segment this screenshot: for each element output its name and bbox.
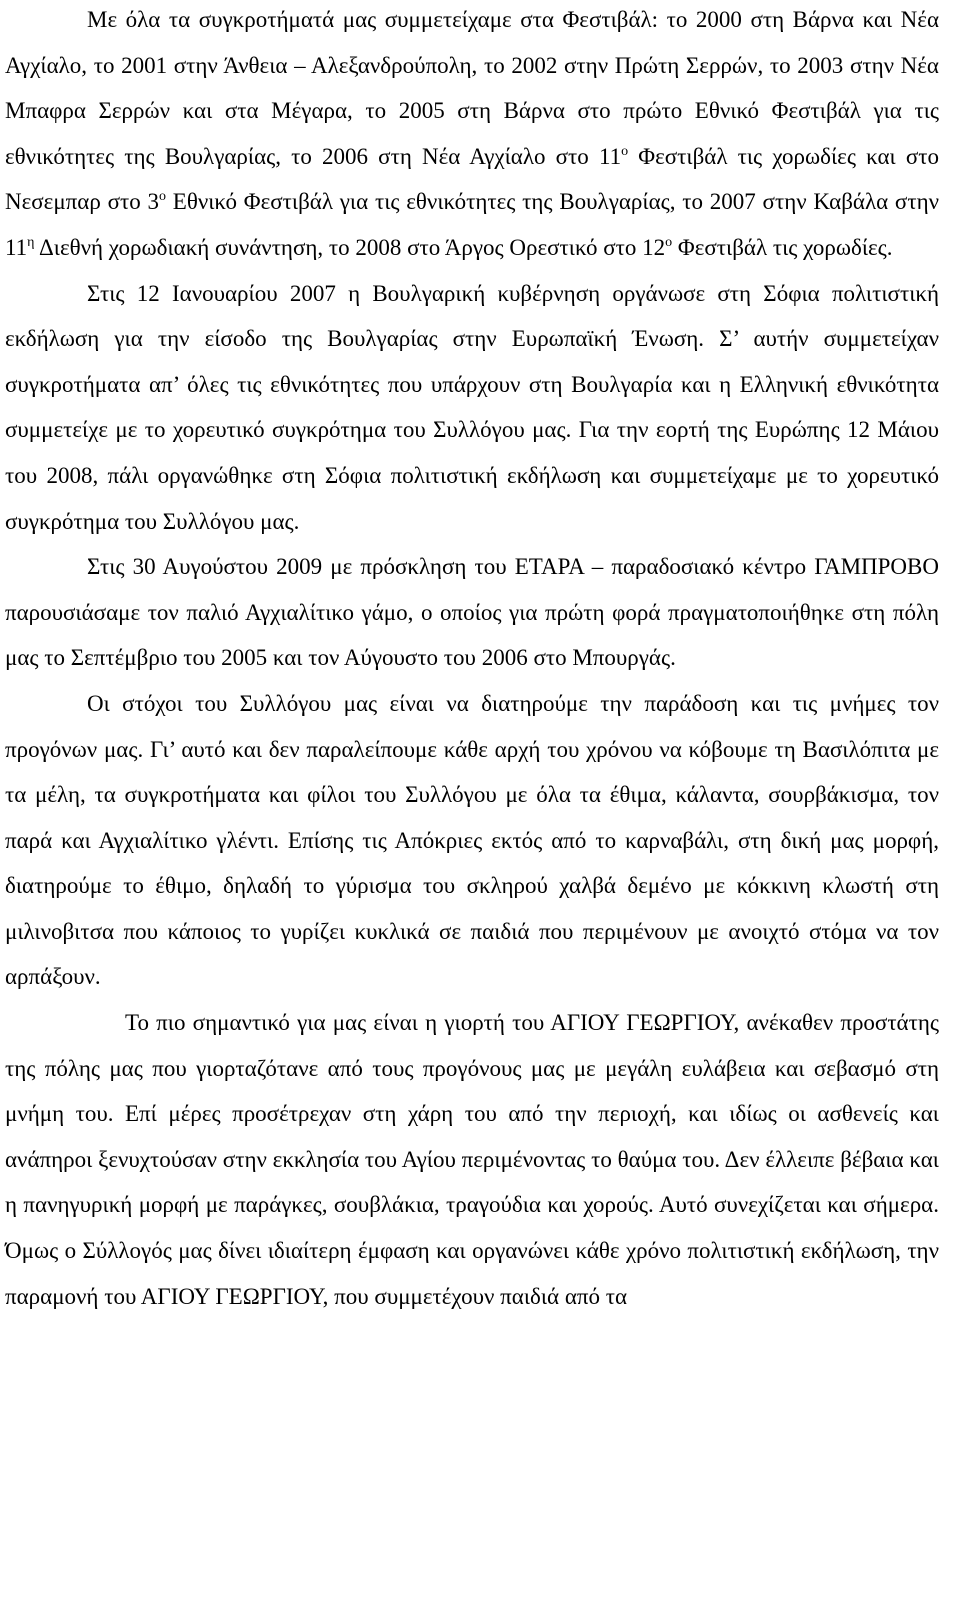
superscript-ordinal: ο	[621, 143, 629, 159]
superscript-ordinal: ο	[665, 234, 673, 250]
paragraph-text: Οι στόχοι του Συλλόγου μας είναι να διατηρούμε την παράδοση και τις μνήμες τον προγόνων μας. Γι’ αυτό και δεν παραλείπουμε κάθε αρχή του χρόνου να κόβουμε τη Βασιλόπιτα με τα μέλη, τα συγκροτήματα και φίλοι του Συλλόγου με όλα τα έθιμα, κάλαντα, σουρβάκισμα, τον παρά και Αγχιαλίτικο γλέντι. Επίσης τις Απόκριες εκτός από το καρναβάλι, στη δική μας μορφή, διατηρούμε το έθιμο, δηλαδή το γύρισμα του σκληρού χαλβά δεμένο με κόκκινη κλωστή στη μιλινοβιτσα που κάποιος το γυρίζει κυκλικά σε παιδιά που περιμένουν με ανοιχτό στόμα να τον αρπάξουν.	[5, 690, 939, 990]
paragraph-text: Το πιο σημαντικό για μας είναι η γιορτή του ΑΓΙΟΥ ΓΕΩΡΓΙΟΥ, ανέκαθεν προστάτης της πόλης μας που γιορταζότανε από τους προγόνους μας με μεγάλη ευλάβεια και σεβασμό στη μνήμη του. Επί μέρες προσέτρεχαν στη χάρη του από την περιοχή, και ιδίως οι ασθενείς και ανάπηροι ξενυχτούσαν στην εκκλησία του Αγίου περιμένοντας το θαύμα του. Δεν έλλειπε βέβαια και η πανηγυρική μορφή με παράγκες, σουβλάκια, τραγούδια και χορούς. Αυτό συνεχίζεται και σήμερα. Όμως ο Σύλλογός μας δίνει ιδιαίτερη έμφαση και οργανώνει κάθε χρόνο πολιτιστική εκδήλωση, την παραμονή του ΑΓΙΟΥ ΓΕΩΡΓΙΟΥ, που συμμετέχουν παιδιά από τα	[5, 1010, 939, 1309]
paragraph-text: Στις 30 Αυγούστου 2009 με πρόσκληση του ΕΤΑΡΑ – παραδοσιακό κέντρο ΓΑΜΠΡΟΒΟ παρουσιάσαμε τον παλιό Αγχιαλίτικο γάμο, ο οποίος για πρώτη φορά πραγματοποιήθηκε στη πόλη μας το Σεπτέμβριο του 2005 και τον Αύγουστο του 2006 στο Μπουργάς.	[5, 554, 939, 671]
paragraph-wedding-presentation	[5, 544, 939, 681]
paragraph-text: Διεθνή χορωδιακή συνάντηση, το 2008 στο Άργος Ορεστικό στο 12	[34, 234, 666, 260]
paragraph-text: Φεστιβάλ τις χορωδίες.	[672, 234, 893, 260]
superscript-ordinal: ο	[159, 189, 166, 205]
paragraph-text: Με όλα τα συγκροτήματά μας συμμετείχαμε στα Φεστιβάλ: το 2000 στη Βάρνα και Νέα Αγχίαλο, το 2001 στην Άνθεια – Αλεξανδρούπολη, το 2002 στην Πρώτη Σερρών, το 2003 στην Νέα Μπαφρα Σερρών και στα Μέγαρα, το 2005 στη Βάρνα στο πρώτο Εθνικό Φεστιβάλ για τις εθνικότητες της Βουλγαρίας, το 2006 στη Νέα Αγχίαλο στο 11	[5, 7, 939, 169]
paragraph-association-goals	[5, 681, 939, 1000]
paragraph-sofia-events	[5, 271, 939, 545]
paragraph-festivals	[5, 0, 939, 271]
superscript-ordinal: η	[27, 234, 35, 250]
paragraph-text: Στις 12 Ιανουαρίου 2007 η Βουλγαρική κυβέρνηση οργάνωσε στη Σόφια πολιτιστική εκδήλωση για την είσοδο της Βουλγαρίας στην Ευρωπαϊκή Ένωση. Σ’ αυτήν συμμετείχαν συγκροτήματα απ’ όλες τις εθνικότητες που υπάρχουν στη Βουλγαρία και η Ελληνική εθνικότητα συμμετείχε με το χορευτικό συγκρότημα του Συλλόγου μας. Για την εορτή της Ευρώπης 12 Μάιου του 2008, πάλι οργανώθηκε στη Σόφια πολιτιστική εκδήλωση και συμμετείχαμε με το χορευτικό συγκρότημα του Συλλόγου μας.	[5, 280, 939, 534]
paragraph-text: Εθνικό Φεστιβάλ για τις εθνικότητες της Βουλγαρίας, το 2007 στην Καβάλα στην 11	[5, 189, 940, 260]
paragraph-text: Φεστιβάλ τις χορωδίες και στο Νεσεμπαρ στο 3	[5, 143, 939, 215]
paragraph-saint-george	[5, 1000, 939, 1319]
